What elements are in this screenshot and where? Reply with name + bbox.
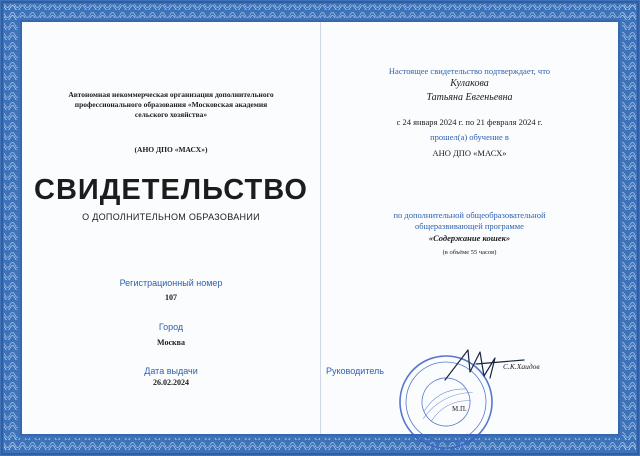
issue-date-value: 26.02.2024	[153, 378, 189, 387]
city-label: Город	[158, 322, 184, 332]
reg-number-value: 107	[165, 293, 177, 302]
certificate-title: СВИДЕТЕЛЬСТВО	[34, 174, 308, 206]
confirm-text: Настоящее свидетельство подтверждает, что	[388, 66, 551, 76]
completed-text: прошел(а) обучение в	[430, 132, 509, 142]
program-hours: (в объёме 55 часов)	[442, 249, 497, 256]
organization-name: Автономная некоммерческая организация дополнительного профессионального образования «Московская академия сельского хозяйства»	[68, 90, 274, 119]
city-value: Москва	[157, 338, 185, 347]
program-line-1: по дополнительной общеобразовательной	[393, 210, 546, 220]
program-line-2: общеразвивающей программе	[415, 221, 524, 231]
program-name: «Содержание кошек»	[428, 233, 511, 243]
recipient-name: Татьяна Евгеньевна	[426, 92, 513, 103]
director-signature	[440, 346, 530, 386]
organization-abbr: (АНО ДПО «МАСХ»)	[134, 145, 208, 154]
issue-date-label: Дата выдачи	[144, 366, 198, 376]
reg-number-label: Регистрационный номер	[119, 278, 223, 288]
director-label: Руководитель	[326, 366, 384, 376]
institution-name: АНО ДПО «МАСХ»	[432, 148, 507, 158]
recipient-surname: Кулакова	[450, 78, 489, 89]
left-page	[22, 22, 320, 434]
director-name: С.К.Хаидов	[503, 362, 540, 371]
certificate-subtitle: О ДОПОЛНИТЕЛЬНОМ ОБРАЗОВАНИИ	[82, 212, 260, 222]
study-period: с 24 января 2024 г. по 21 февраля 2024 г.	[396, 117, 543, 127]
seal-place-label: М.П.	[452, 405, 467, 413]
